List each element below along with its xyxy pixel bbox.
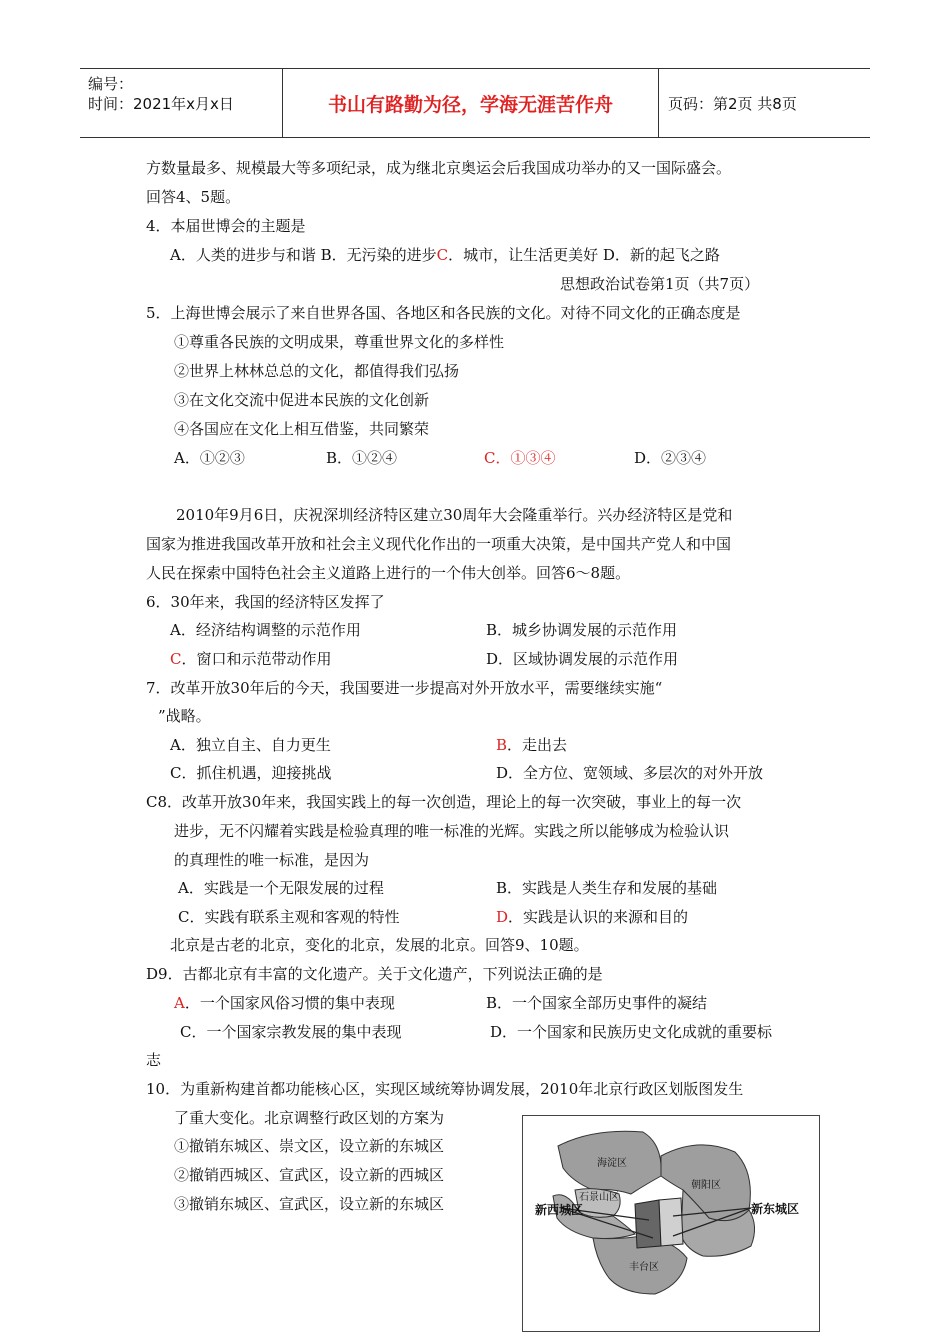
number-label: 编号： [88,75,134,93]
q6-option-d: D．区域协调发展的示范作用 [486,650,679,668]
q5-option-b: B．①②④ [326,449,398,467]
q8-option-c: C．实践有联系主观和客观的特性 [178,908,400,926]
exam-footer-note: 思想政治试卷第1页（共7页） [560,275,760,293]
q7-answer-letter: B [496,736,508,754]
question-8-line-2: 进步，无不闪耀着实践是检验真理的唯一标准的光辉。实践之所以能够成为检验认识 [174,822,730,840]
q6-answer-letter: C [170,650,182,668]
q7-option-c: C．抓住机遇，迎接挑战 [170,764,332,782]
q8-option-d [496,907,688,927]
question-8-line-1: C8．改革开放30年来，我国实践上的每一次创造，理论上的每一次突破，事业上的每一次 [146,793,742,811]
q6-option-a: A．经济结构调整的示范作用 [170,621,361,639]
q7-option-b-text: ．走出去 [507,736,568,754]
q5-option-c: C．①③④ [484,449,556,467]
question-10-line-1: 10．为重新构建首都功能核心区，实现区域统筹协调发展，2010年北京行政区划版图发生 [146,1080,744,1098]
q4-options-ab: A．人类的进步与和谐 B．无污染的进步 [170,246,437,264]
label-new-xicheng: 新西城区 [535,1203,584,1217]
label-fengtai: 丰台区 [629,1262,659,1273]
q9-option-b: B．一个国家全部历史事件的凝结 [486,994,708,1012]
passage-2-line-1: 2010年9月6日，庆祝深圳经济特区建立30周年大会隆重举行。兴办经济特区是党和 [176,506,733,524]
q7-option-a: A．独立自主、自力更生 [170,736,331,754]
q10-statement-3: ③撤销东城区、宣武区，设立新的东城区 [174,1195,445,1213]
header-motto: 书山有路勤为径，学海无涯苦作舟 [283,69,659,137]
label-haidian: 海淀区 [597,1158,627,1169]
question-5: 5．上海世博会展示了来自世界各国、各地区和各民族的文化。对待不同文化的正确态度是 [146,304,741,322]
q5-option-d: D．②③④ [634,449,707,467]
q7-option-b [496,735,567,755]
page-info: 页码：第2页 共8页 [668,94,797,113]
q10-statement-1: ①撤销东城区、崇文区，设立新的东城区 [174,1137,445,1155]
passage-3: 北京是古老的北京，变化的北京，发展的北京。回答9、10题。 [170,936,589,954]
q9-answer-letter: A [174,994,185,1012]
question-9: D9．古都北京有丰富的文化遗产。关于文化遗产，下列说法正确的是 [146,965,603,983]
q6-option-c [170,649,332,669]
beijing-district-map [522,1115,820,1332]
label-new-dongcheng: 新东城区 [751,1202,800,1216]
q6-option-b: B．城乡协调发展的示范作用 [486,621,678,639]
q9-option-d-continued: 志 [146,1051,162,1069]
map-drawing [523,1116,819,1331]
passage-2-line-2: 国家为推进我国改革开放和社会主义现代化作出的一项重大决策，是中国共产党人和中国 [146,535,732,553]
q9-option-a [174,993,395,1013]
intro-line-1: 方数量最多、规模最大等多项纪录，成为继北京奥运会后我国成功举办的又一国际盛会。 [146,159,732,177]
page-header [80,68,870,138]
intro-line-2: 回答4、5题。 [146,188,241,206]
question-10-line-2: 了重大变化。北京调整行政区划的方案为 [174,1109,445,1127]
q4-options [170,245,720,265]
q9-option-c: C．一个国家宗教发展的集中表现 [180,1023,402,1041]
q5-option-a: A．①②③ [174,449,245,467]
q7-option-d: D．全方位、宽领域、多层次的对外开放 [496,764,764,782]
q8-option-d-text: ．实践是认识的来源和目的 [508,908,689,926]
q5-statement-4: ④各国应在文化上相互借鉴，共同繁荣 [174,420,430,438]
dongcheng-core [659,1198,683,1246]
question-7-line-1: 7．改革开放30年后的今天，我国要进一步提高对外开放水平，需要继续实施“ [146,679,663,697]
q5-statement-2: ②世界上林林总总的文化，都值得我们弘扬 [174,362,460,380]
header-meta [80,69,283,137]
q4-answer-letter: C [436,246,449,264]
q10-statement-2: ②撤销西城区、宣武区，设立新的西城区 [174,1166,445,1184]
q4-options-cd: ．城市，让生活更美好 D．新的起飞之路 [448,246,720,264]
label-chaoyang: 朝阳区 [691,1180,721,1191]
q9-option-d: D．一个国家和民族历史文化成就的重要标 [490,1023,773,1041]
question-4: 4．本届世博会的主题是 [146,217,306,235]
q6-option-c-text: ．窗口和示范带动作用 [181,650,332,668]
xicheng-core [635,1200,661,1248]
q5-statement-3: ③在文化交流中促进本民族的文化创新 [174,391,430,409]
label-shijingshan: 石景山区 [579,1192,619,1203]
time-label: 时间：2021年x月x日 [88,95,234,113]
question-8-line-3: 的真理性的唯一标准，是因为 [174,851,370,869]
question-6: 6．30年来，我国的经济特区发挥了 [146,593,385,611]
q5-statement-1: ①尊重各民族的文明成果，尊重世界文化的多样性 [174,333,505,351]
q9-option-a-text: ．一个国家风俗习惯的集中表现 [184,994,395,1012]
q8-option-a: A．实践是一个无限发展的过程 [178,879,384,897]
q8-answer-letter: D [496,908,509,926]
question-7-line-2: ”战略。 [158,707,211,725]
passage-2-line-3: 人民在探索中国特色社会主义道路上进行的一个伟大创举。回答6～8题。 [146,564,631,582]
q8-option-b: B．实践是人类生存和发展的基础 [496,879,718,897]
